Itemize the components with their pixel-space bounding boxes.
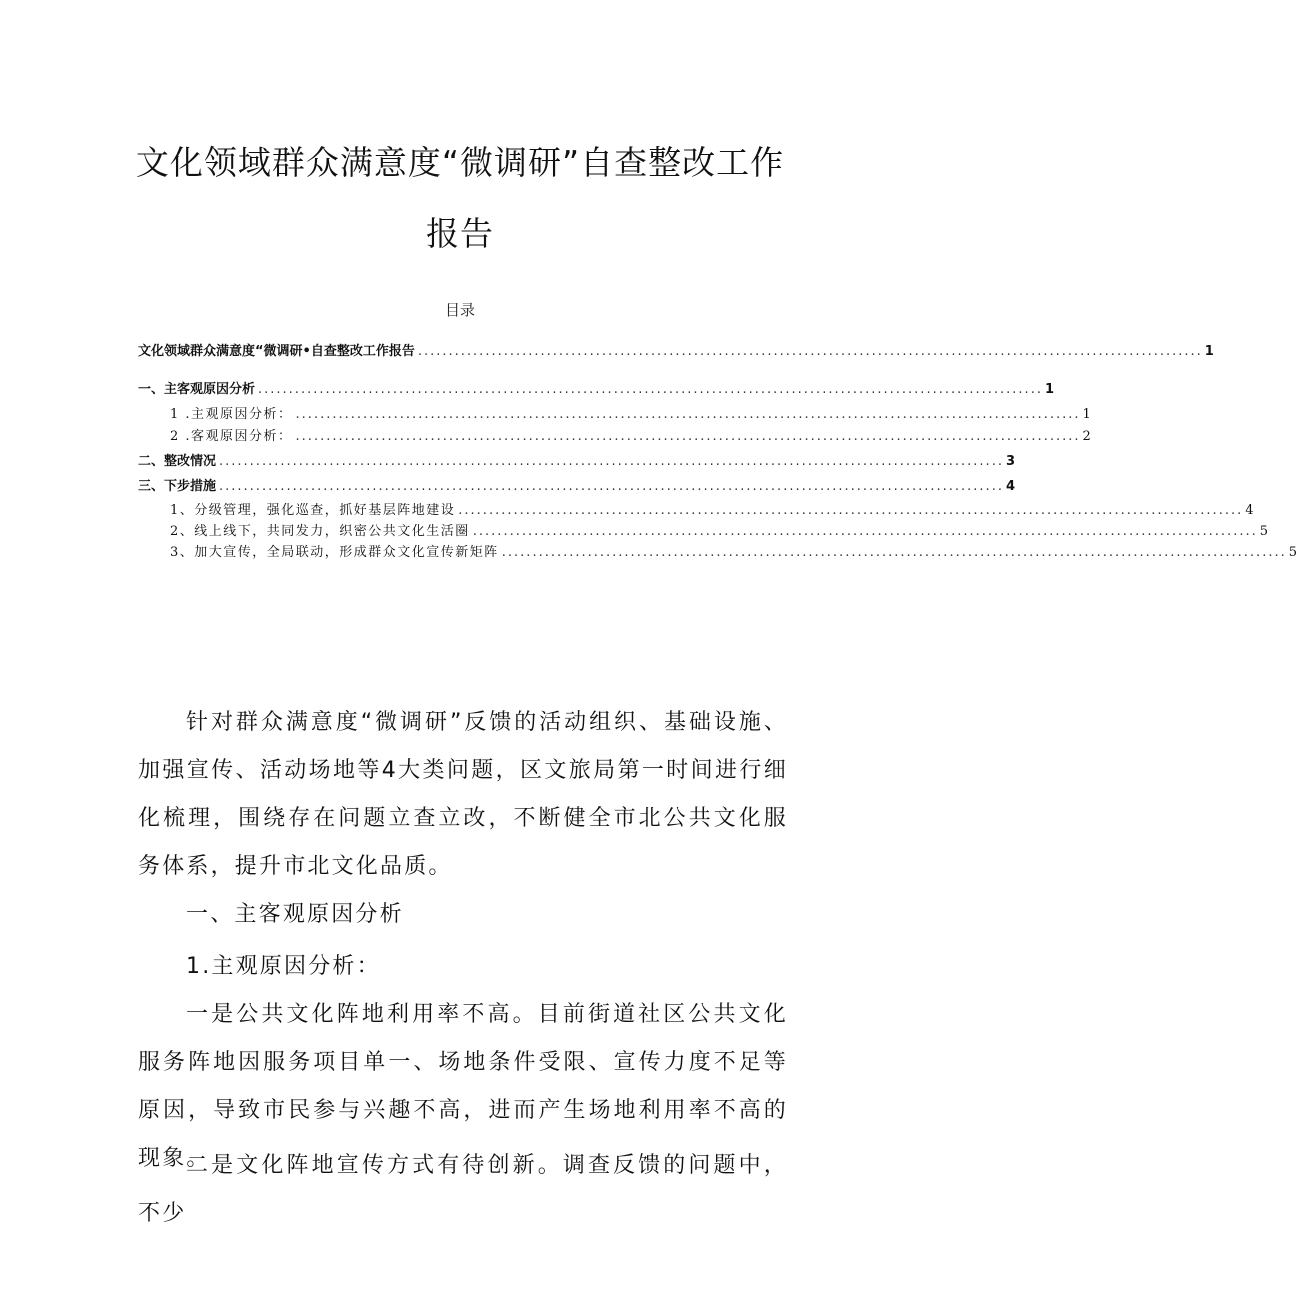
toc-entry-text: 文化领域群众满意度“微调研•自查整改工作报告 [138,344,415,359]
toc-entry-text: 2、线上线下，共同发力，织密公共文化生活圈 [170,524,470,539]
toc-entry-text: 1、分级管理，强化巡查，抓好基层阵地建设 [170,503,456,518]
body-paragraph: 一是公共文化阵地利用率不高。目前街道社区公共文化服务阵地因服务项目单一、场地条件受限、宣传力度不足等原因，导致市民参与兴趣不高，进而产生场地利用率不高的现象。 [138,1002,788,1171]
toc-leader-dots: ................................................................................................................................ [258,382,1043,397]
toc-leader-dots: ................................................................................................................................ [219,479,1004,494]
subsection-heading: 1.主观原因分析： [186,954,381,979]
toc-entry-page: 4 [1005,479,1015,494]
body-paragraph: 二是文化阵地宣传方式有待创新。调查反馈的问题中，不少 [138,1153,788,1226]
toc-entry-page: 5 [1259,524,1268,539]
toc-entry-page: 2 [1082,429,1091,444]
toc-entry[interactable] [170,403,1091,422]
toc-entry-page: 1 [1204,344,1214,359]
toc-entry[interactable] [170,499,1254,518]
section-heading: 一、主客观原因分析 [186,902,404,927]
toc-entry-page: 1 [1044,382,1054,397]
toc-entry-text: 一、主客观原因分析 [138,382,256,397]
intro-paragraph: 针对群众满意度“微调研”反馈的活动组织、基础设施、加强宣传、活动场地等4大类问题，区文旅局第一时间进行细化梳理，围绕存在问题立查立改，不断健全市北公共文化服务体系，提升市北文化品质。 [138,710,788,879]
toc-entry-text: 1 .主观原因分析： [170,407,293,422]
toc-heading: 目录 [444,301,475,319]
toc-entry-page: 5 [1288,545,1297,560]
toc-leader-dots: ................................................................................................................................ [501,545,1287,560]
toc-entry[interactable] [170,541,1297,560]
toc-leader-dots: ................................................................................................................................ [219,454,1004,469]
document-title-line-2: 报告 [426,214,494,253]
toc-entry[interactable] [170,425,1091,444]
toc-entry-page: 1 [1082,407,1091,422]
toc-entry-text: 三、下步措施 [138,479,217,494]
toc-entry[interactable] [138,378,1054,397]
toc-leader-dots: ................................................................................................................................ [295,407,1081,422]
document-title-line-1: 文化领域群众满意度“微调研”自查整改工作 [135,143,785,182]
toc-leader-dots: ................................................................................................................................ [295,429,1081,444]
toc-entry[interactable] [170,520,1268,539]
toc-entry-page: 4 [1245,503,1254,518]
toc-leader-dots: ................................................................................................................................ [417,344,1203,359]
toc-entry-text: 2 .客观原因分析： [170,429,293,444]
toc-leader-dots: ................................................................................................................................ [472,524,1258,539]
toc-entry[interactable] [138,340,1214,359]
toc-entry-text: 二、整改情况 [138,454,217,469]
toc-entry[interactable] [138,475,1015,494]
toc-entry[interactable] [138,450,1015,469]
toc-leader-dots: ................................................................................................................................ [458,503,1244,518]
toc-entry-page: 3 [1005,454,1015,469]
toc-entry-text: 3、加大宣传，全局联动，形成群众文化宣传新矩阵 [170,545,499,560]
